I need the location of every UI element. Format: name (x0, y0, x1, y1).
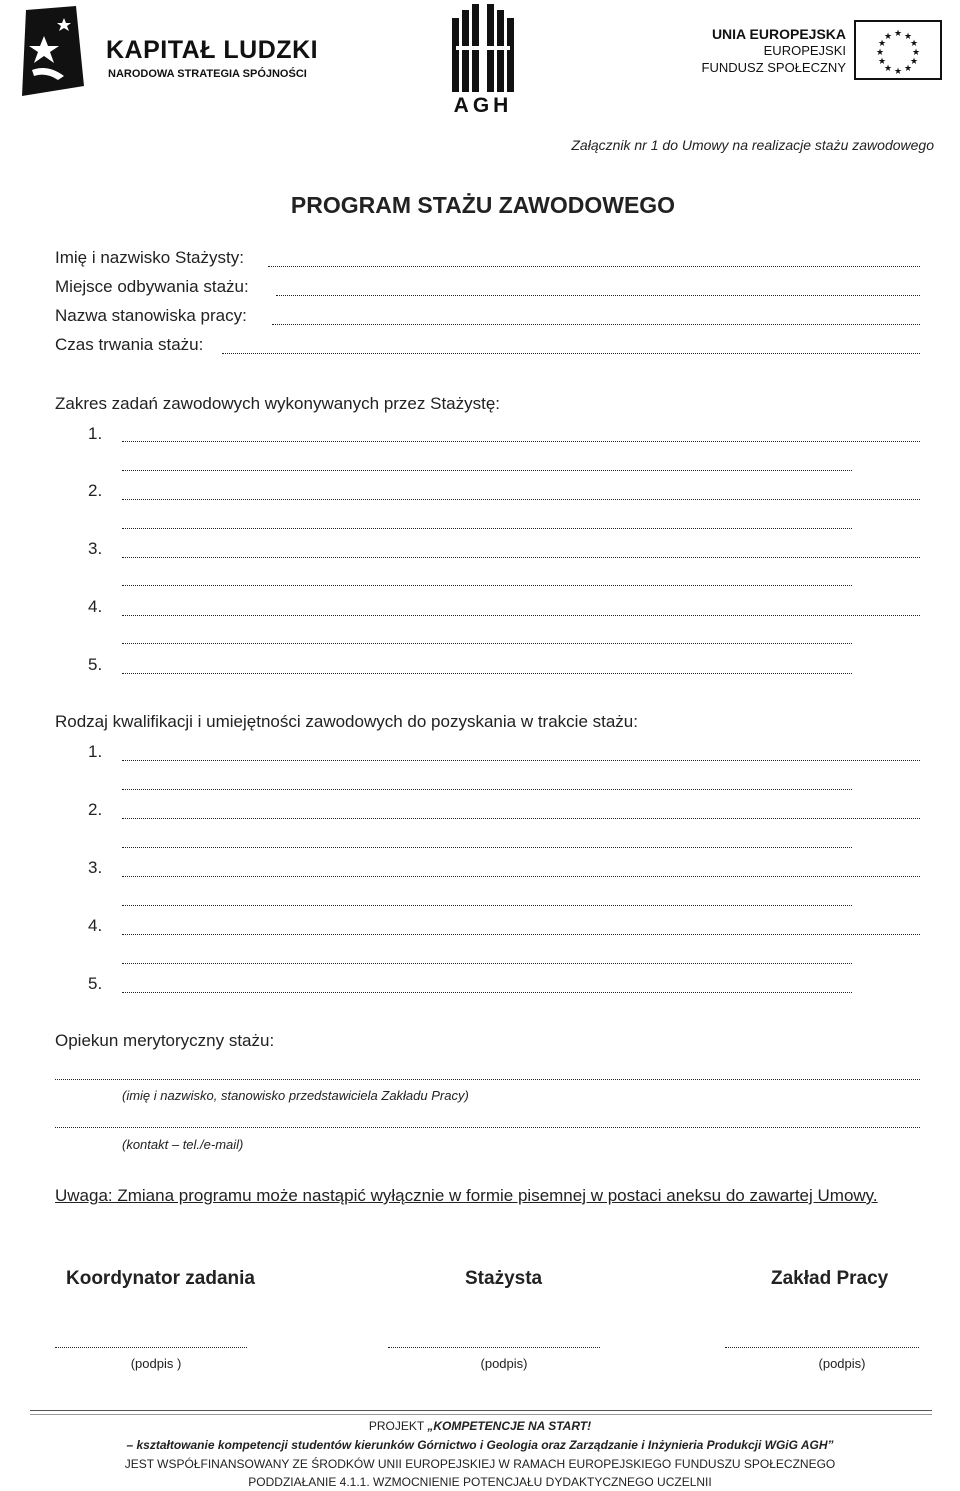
task-line-1b[interactable] (122, 470, 852, 471)
task-number-2: 2. (88, 481, 103, 500)
svg-text:★: ★ (909, 57, 919, 67)
task-number-3: 3. (88, 539, 103, 558)
svg-text:★: ★ (893, 29, 903, 39)
qual-line-2a[interactable] (122, 818, 920, 819)
qual-line-3a[interactable] (122, 876, 920, 877)
task-line-1a[interactable] (122, 441, 920, 442)
qual-number-1: 1. (88, 742, 103, 761)
footer-project-name: „KOMPETENCJE NA START! (427, 1419, 592, 1433)
svg-text:★: ★ (911, 48, 921, 58)
eu-line2: EUROPEJSKI (763, 43, 846, 58)
svg-text:★: ★ (883, 32, 893, 42)
tasks-heading: Zakres zadań zawodowych wykonywanych przez Stażystę: (55, 394, 501, 413)
agh-text: AGH (453, 94, 513, 117)
qual-line-1a[interactable] (122, 760, 920, 761)
footer-funding-line: JEST WSPÓŁFINANSOWANY ZE ŚRODKÓW UNII EUROPEJSKIEJ W RAMACH EUROPEJSKIEGO FUNDUSZU SPOŁECZNEGO (124, 1457, 836, 1471)
task-line-5a[interactable] (122, 673, 852, 674)
eu-flag-icon (854, 20, 942, 80)
footer-project-subtitle: – kształtowanie kompetencji studentów kierunków Górnictwo i Geologia oraz Zarządzanie i Inżynieria Produkcji WGiG AGH” (126, 1438, 834, 1452)
signature-caption-intern: (podpis) (480, 1356, 528, 1371)
supervisor-caption-contact: (kontakt – tel./e-mail) (122, 1137, 244, 1152)
svg-text:★: ★ (909, 39, 919, 49)
page-title: PROGRAM STAŻU ZAWODOWEGO (290, 192, 676, 218)
kapital-ludzki-subtitle: NARODOWA STRATEGIA SPÓJNOŚCI (108, 68, 307, 80)
qual-number-5: 5. (88, 974, 103, 993)
field-line-position[interactable] (272, 324, 920, 325)
eu-line1: UNIA EUROPEJSKA (711, 26, 846, 42)
supervisor-caption-name: (imię i nazwisko, stanowisko przedstawiciela Zakładu Pracy) (122, 1088, 469, 1103)
field-label-place: Miejsce odbywania stażu: (55, 277, 249, 296)
svg-text:★: ★ (903, 64, 913, 74)
task-line-3a[interactable] (122, 557, 920, 558)
svg-text:★: ★ (903, 32, 913, 42)
signature-caption-employer: (podpis) (818, 1356, 866, 1371)
signature-role-employer: Zakład Pracy (771, 1268, 889, 1289)
footer-subaction-line: PODDZIAŁANIE 4.1.1. WZMOCNIENIE POTENCJAŁU DYDAKTYCZNEGO UCZELNII (248, 1475, 712, 1489)
agh-logo (448, 2, 518, 120)
task-line-2a[interactable] (122, 499, 920, 500)
kapital-ludzki-logo (18, 6, 328, 100)
task-line-3b[interactable] (122, 585, 852, 586)
signature-line-employer[interactable] (725, 1347, 919, 1348)
field-label-duration: Czas trwania stażu: (55, 335, 204, 354)
qual-line-4b[interactable] (122, 963, 852, 964)
svg-text:★: ★ (875, 48, 885, 58)
signature-caption-coordinator: (podpis ) (130, 1356, 182, 1371)
field-line-intern-name[interactable] (268, 266, 920, 267)
eu-logo (690, 20, 946, 84)
qual-line-3b[interactable] (122, 905, 852, 906)
qualifications-heading: Rodzaj kwalifikacji i umiejętności zawodowych do pozyskania w trakcie stażu: (55, 712, 638, 731)
task-line-2b[interactable] (122, 528, 852, 529)
kapital-ludzki-title: KAPITAŁ LUDZKI (106, 36, 319, 64)
footer-rule-top (30, 1410, 932, 1411)
svg-text:★: ★ (877, 39, 887, 49)
supervisor-heading: Opiekun merytoryczny stażu: (55, 1031, 275, 1050)
qual-line-2b[interactable] (122, 847, 852, 848)
signature-role-intern: Stażysta (465, 1268, 543, 1289)
task-number-1: 1. (88, 424, 103, 443)
supervisor-name-line[interactable] (55, 1079, 920, 1080)
agh-emblem-icon (448, 2, 518, 94)
task-line-4b[interactable] (122, 643, 852, 644)
qual-number-3: 3. (88, 858, 103, 877)
svg-text:★: ★ (877, 57, 887, 67)
task-line-4a[interactable] (122, 615, 920, 616)
qual-line-1b[interactable] (122, 789, 852, 790)
field-label-intern-name: Imię i nazwisko Stażysty: (55, 248, 244, 267)
eu-line3: FUNDUSZ SPOŁECZNY (701, 60, 846, 75)
field-label-position: Nazwa stanowiska pracy: (55, 306, 247, 325)
footer-rule-bottom (30, 1414, 932, 1415)
qual-number-4: 4. (88, 916, 103, 935)
qual-line-4a[interactable] (122, 934, 920, 935)
attachment-note: Załącznik nr 1 do Umowy na realizacje stażu zawodowego (571, 137, 934, 153)
signature-line-intern[interactable] (388, 1347, 600, 1348)
qual-number-2: 2. (88, 800, 103, 819)
supervisor-contact-line[interactable] (55, 1127, 920, 1128)
kapital-ludzki-emblem-icon (18, 6, 88, 96)
svg-text:★: ★ (883, 64, 893, 74)
task-number-4: 4. (88, 597, 103, 616)
footer-project-prefix: PROJEKT (368, 1419, 428, 1433)
task-number-5: 5. (88, 655, 103, 674)
field-line-duration[interactable] (222, 353, 920, 354)
qual-line-5a[interactable] (122, 992, 852, 993)
amendment-note: Uwaga: Zmiana programu może nastąpić wyłącznie w formie pisemnej w postaci aneksu do zawartej Umowy. (55, 1186, 878, 1205)
svg-text:★: ★ (893, 67, 903, 77)
footer-project-line (0, 1419, 960, 1433)
signature-line-coordinator[interactable] (55, 1347, 247, 1348)
field-line-place[interactable] (276, 295, 920, 296)
signature-role-coordinator: Koordynator zadania (66, 1268, 255, 1289)
